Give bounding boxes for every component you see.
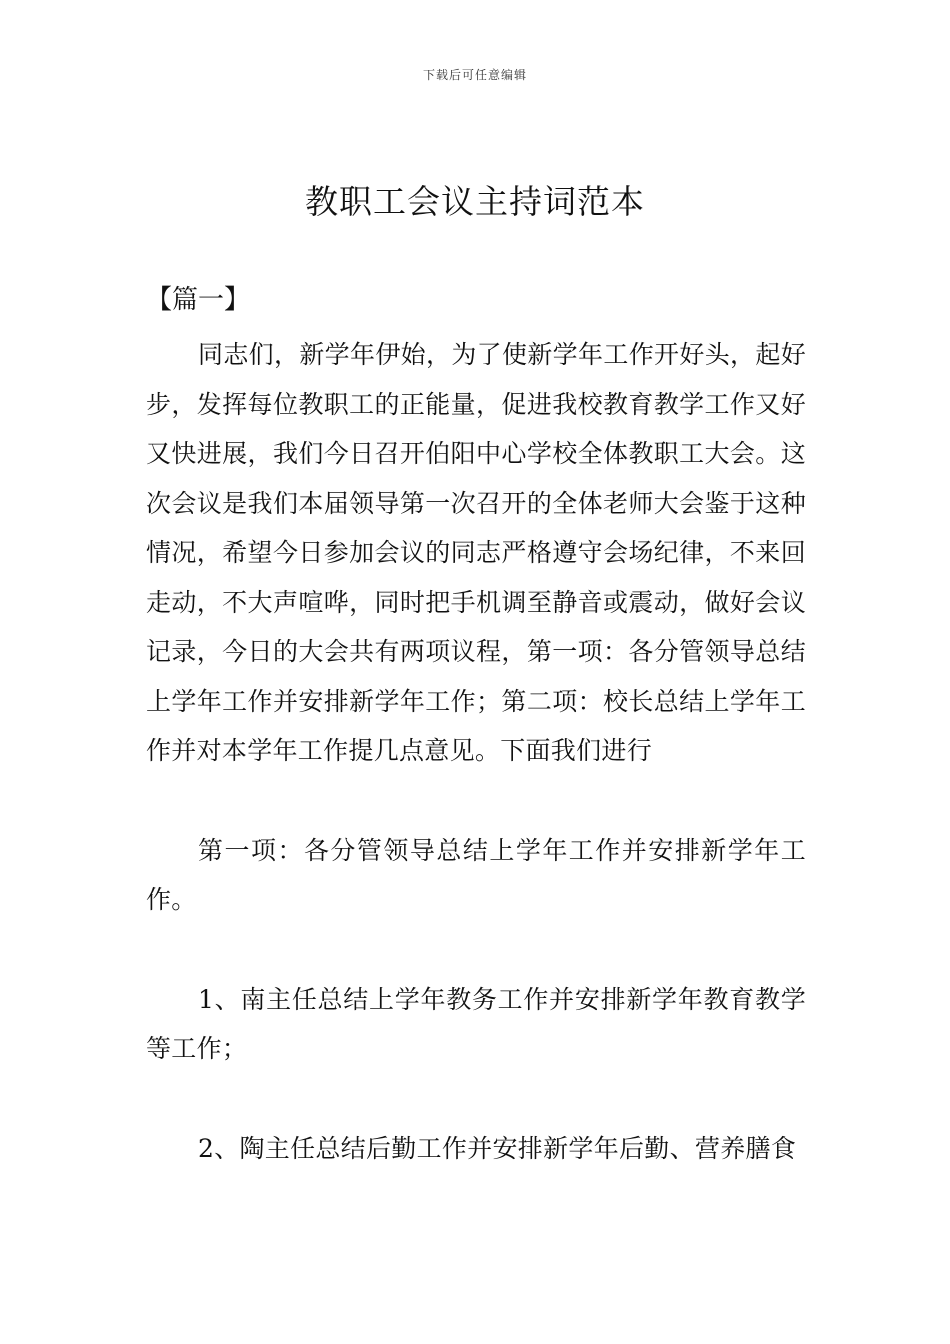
- paragraph-intro: 同志们，新学年伊始，为了使新学年工作开好头，起好步，发挥每位教职工的正能量，促进我校教育教学工作又好又快进展，我们今日召开伯阳中心学校全体教职工大会。这次会议是我们本届领导第一次召开的全体老师大会鉴于这种情况，希望今日参加会议的同志严格遵守会场纪律，不来回走动，不大声喧哗，同时把手机调至静音或震动，做好会议记录，今日的大会共有两项议程，第一项：各分管领导总结上学年工作并安排新学年工作；第二项：校长总结上学年工作并对本学年工作提几点意见。下面我们进行: [146, 340, 806, 765]
- document-body: [146, 280, 806, 1173]
- paragraph-item-one: 第一项：各分管领导总结上学年工作并安排新学年工作。: [146, 835, 806, 914]
- paragraph-point-1: 1、南主任总结上学年教务工作并安排新学年教育教学等工作；: [146, 984, 806, 1063]
- document-title: 教职工会议主持词范本: [305, 182, 645, 221]
- header-note: 下载后可任意编辑: [422, 68, 527, 82]
- paragraph-point-2: 2、陶主任总结后勤工作并安排新学年后勤、营养膳食: [198, 1133, 797, 1163]
- section-label: 【篇一】: [146, 285, 251, 315]
